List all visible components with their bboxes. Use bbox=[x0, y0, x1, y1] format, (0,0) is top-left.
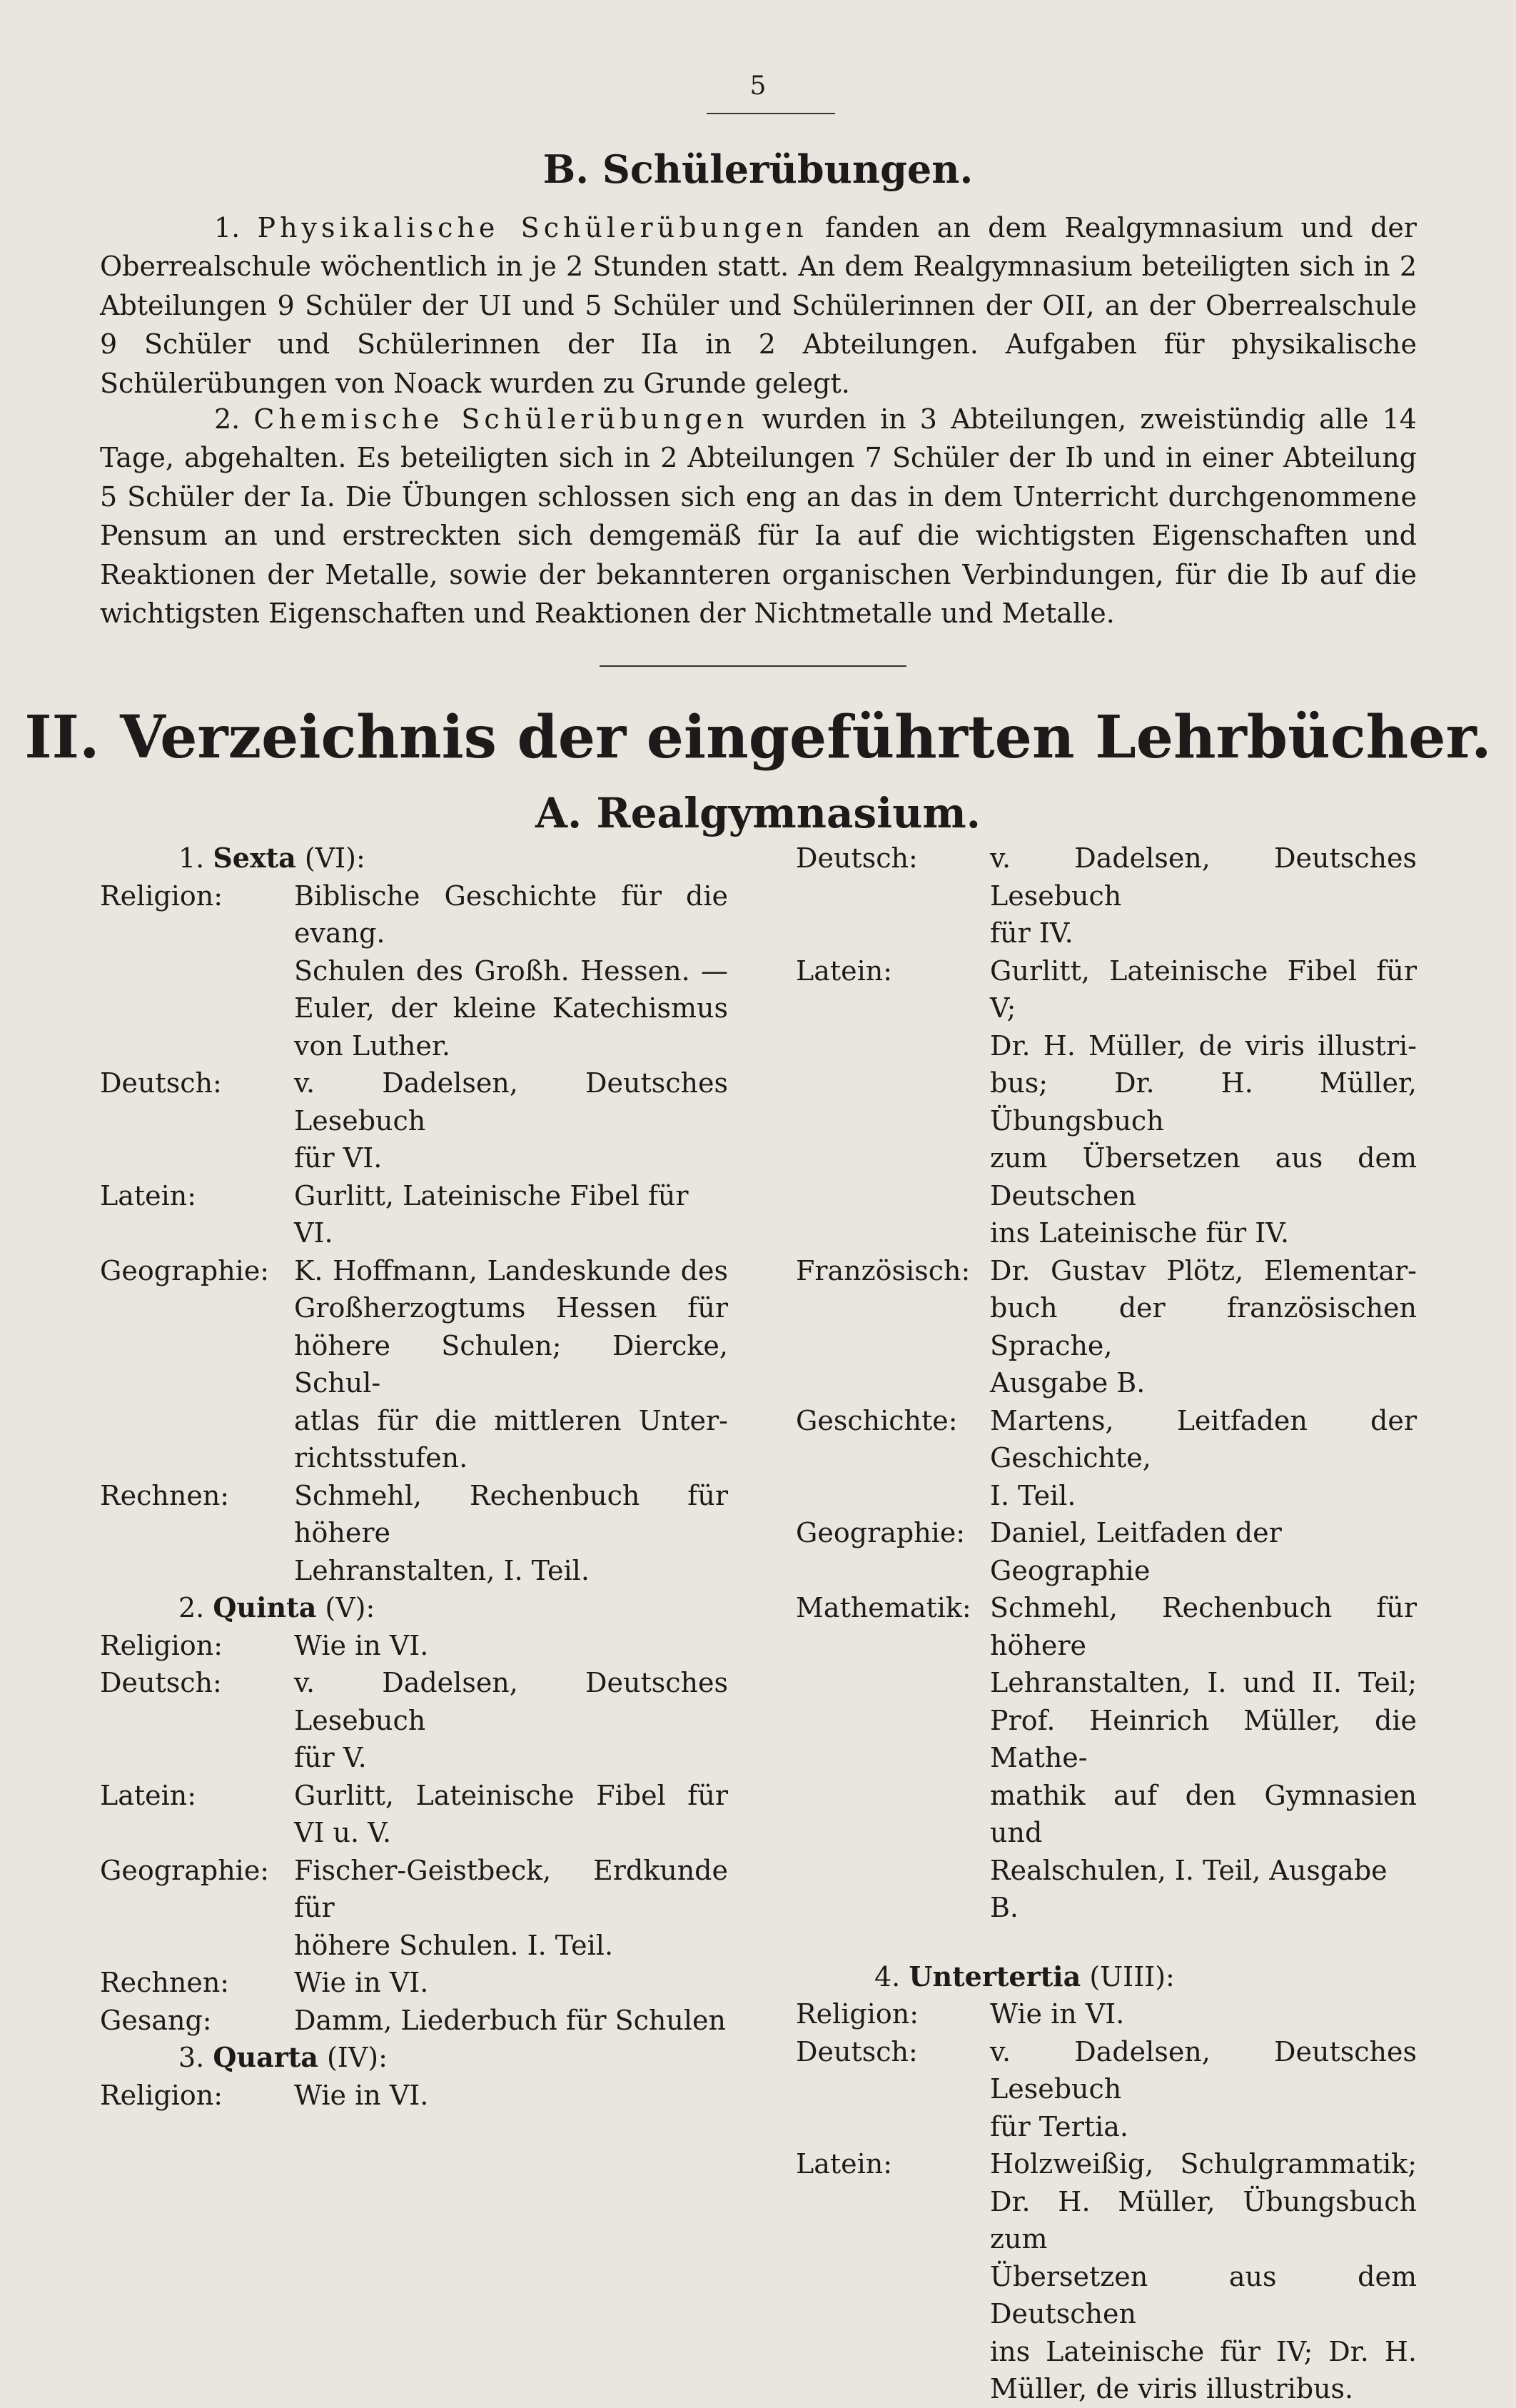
subject-label bbox=[100, 1139, 294, 1177]
textbook-entry: ins Lateinische für IV; Dr. H. bbox=[990, 2335, 1417, 2367]
grade-suffix: (VI): bbox=[295, 842, 365, 874]
subject-label: Mathematik: bbox=[796, 1592, 971, 1623]
textbook-entry: Gurlitt, Lateinische Fibel für bbox=[294, 1779, 728, 1811]
section-ii-title: II. Verzeichnis der eingeführten Lehrbücher. bbox=[24, 703, 1492, 772]
textbook-entry: Daniel, Leitfaden der Geographie bbox=[990, 1517, 1282, 1586]
textbook-row bbox=[100, 989, 728, 1027]
textbook-entry: für V. bbox=[294, 1742, 367, 1773]
textbook-row bbox=[796, 2033, 1417, 2108]
textbook-entry: mathik auf den Gymnasien und bbox=[990, 1779, 1417, 1848]
subject-label bbox=[100, 1439, 294, 1477]
subject-label: Religion: bbox=[100, 2079, 223, 2111]
textbook-row bbox=[796, 1364, 1417, 1402]
textbook-entry: Dr. H. Müller, de viris illustri- bbox=[990, 1029, 1417, 1062]
subject-label bbox=[796, 1477, 990, 1515]
grade-number: 4. bbox=[874, 1960, 901, 1993]
textbook-entry: Fischer-Geistbeck, Erdkunde für bbox=[294, 1854, 728, 1923]
textbook-row bbox=[796, 1064, 1417, 1139]
textbook-entry: v. Dadelsen, Deutsches Lesebuch bbox=[294, 1667, 728, 1736]
textbook-row bbox=[796, 1139, 1417, 1214]
paragraph-chemistry-exercises bbox=[100, 400, 1417, 633]
subject-label bbox=[100, 1027, 294, 1065]
textbook-entry: für IV. bbox=[990, 917, 1073, 949]
textbook-row bbox=[796, 1995, 1417, 2033]
textbook-entry: Wie in VI. bbox=[294, 2079, 429, 2111]
textbook-row bbox=[100, 1664, 728, 1739]
subject-label: Geographie: bbox=[796, 1517, 966, 1548]
textbook-entry: Dr. H. Müller, Übungsbuch zum bbox=[990, 2185, 1417, 2255]
grade-heading bbox=[100, 2039, 728, 2077]
textbook-entry: richtsstufen. bbox=[294, 1442, 468, 1473]
subject-label: Deutsch: bbox=[796, 2035, 918, 2067]
textbook-row bbox=[100, 2077, 728, 2115]
textbook-row bbox=[796, 1289, 1417, 1364]
textbook-entry: VI u. V. bbox=[294, 1817, 392, 1848]
textbook-entry: höhere Schulen. I. Teil. bbox=[294, 1929, 614, 1961]
section-divider bbox=[600, 665, 906, 667]
textbook-row bbox=[796, 2370, 1417, 2408]
grade-name: Sexta bbox=[213, 842, 296, 874]
textbook-entry: v. Dadelsen, Deutsches Lesebuch bbox=[294, 1067, 728, 1137]
textbook-entry: I. Teil. bbox=[990, 1479, 1076, 1511]
textbook-entry: Gurlitt, Lateinische Fibel für VI. bbox=[294, 1179, 689, 1249]
textbook-entry: buch der französischen Sprache, bbox=[990, 1292, 1417, 1361]
textbook-row bbox=[100, 1252, 728, 1290]
subject-label bbox=[796, 1852, 990, 1927]
textbook-row bbox=[796, 1514, 1417, 1589]
textbook-row bbox=[100, 1327, 728, 1402]
grade-heading bbox=[100, 840, 728, 877]
textbook-entry: Martens, Leitfaden der Geschichte, bbox=[990, 1404, 1417, 1473]
subject-label: Religion: bbox=[796, 1998, 919, 2030]
textbook-row bbox=[100, 1964, 728, 2002]
textbook-row bbox=[796, 1777, 1417, 1852]
textbook-entry: von Luther. bbox=[294, 1029, 450, 1062]
textbook-entry: Großherzogtums Hessen für bbox=[294, 1292, 728, 1324]
textbook-entry: Biblische Geschichte für die evang. bbox=[294, 880, 728, 949]
textbook-row bbox=[796, 2258, 1417, 2333]
grade-name: Quinta bbox=[213, 1591, 317, 1623]
left-column bbox=[100, 840, 728, 2114]
subject-label bbox=[100, 1402, 294, 1440]
paragraph-text: fanden an dem Realgymnasium und der Oberrealschule wöchentlich in je 2 Stunden statt. An dem Realgymnasium beteiligten sich in 2 Abteilungen 9 Schüler der UI und 5 Schüler und Schülerinnen der OII, an der Oberrealschule 9 Schüler und Schülerinnen der IIa in 2 Abteilungen. Aufgaben für physikalische Schülerübungen von Noack wurden zu Grunde gelegt. bbox=[100, 212, 1417, 399]
right-column bbox=[796, 840, 1417, 2408]
textbook-entry: Schmehl, Rechenbuch für höhere bbox=[294, 1479, 728, 1548]
textbook-entry: zum Übersetzen aus dem Deutschen bbox=[990, 1142, 1417, 1211]
grade-heading bbox=[796, 1958, 1417, 1996]
header-rule bbox=[707, 113, 835, 114]
textbook-entry: v. Dadelsen, Deutsches Lesebuch bbox=[990, 2035, 1417, 2105]
subject-label bbox=[100, 1927, 294, 1965]
textbook-entry: Ausgabe B. bbox=[990, 1367, 1146, 1399]
textbook-row bbox=[796, 1252, 1417, 1290]
textbook-row bbox=[100, 1852, 728, 1927]
subject-label bbox=[796, 1777, 990, 1852]
section-b-title: B. Schülerübungen. bbox=[542, 146, 974, 192]
subject-label bbox=[796, 2333, 990, 2371]
textbook-entry: Holzweißig, Schulgrammatik; bbox=[990, 2148, 1417, 2180]
subject-label: Gesang: bbox=[100, 2004, 212, 2036]
textbook-row bbox=[100, 952, 728, 990]
textbook-entry: Schulen des Großh. Hessen. — bbox=[294, 954, 728, 987]
subject-label: Latein: bbox=[100, 1179, 197, 1211]
subject-label bbox=[100, 989, 294, 1027]
subject-label: Deutsch: bbox=[100, 1667, 222, 1698]
textbook-row bbox=[100, 1477, 728, 1552]
textbook-row bbox=[100, 2002, 728, 2040]
textbook-entry: Müller, de viris illustribus. bbox=[990, 2373, 1354, 2404]
subject-label: Französisch: bbox=[796, 1254, 971, 1286]
textbook-entry: bus; Dr. H. Müller, Übungsbuch bbox=[990, 1067, 1417, 1137]
subject-label bbox=[100, 1289, 294, 1327]
textbook-row bbox=[100, 1177, 728, 1252]
textbook-entry: für Tertia. bbox=[990, 2110, 1128, 2142]
paragraph-number: 1. bbox=[214, 212, 241, 243]
grade-suffix: (UIII): bbox=[1081, 1960, 1175, 1993]
textbook-row bbox=[796, 952, 1417, 1027]
subject-label: Rechnen: bbox=[100, 1479, 230, 1511]
textbook-entry: Dr. Gustav Plötz, Elementar- bbox=[990, 1254, 1417, 1286]
subject-label: Latein: bbox=[796, 954, 893, 987]
textbook-row bbox=[796, 1702, 1417, 1777]
textbook-row bbox=[796, 1027, 1417, 1065]
textbook-row bbox=[796, 2333, 1417, 2371]
subject-label: Latein: bbox=[796, 2148, 893, 2180]
textbook-entry: v. Dadelsen, Deutsches Lesebuch bbox=[990, 842, 1417, 912]
subject-label: Rechnen: bbox=[100, 1967, 230, 1998]
subject-label: Religion: bbox=[100, 880, 223, 912]
spacer bbox=[796, 1927, 1417, 1958]
textbook-row bbox=[100, 1927, 728, 1965]
textbook-row bbox=[100, 1814, 728, 1852]
section-ii-subtitle: A. Realgymnasium. bbox=[535, 789, 981, 837]
textbook-entry: Wie in VI. bbox=[294, 1629, 429, 1661]
textbook-row bbox=[100, 1064, 728, 1139]
subject-label bbox=[796, 1364, 990, 1402]
textbook-row bbox=[796, 1664, 1417, 1702]
subject-label: Geographie: bbox=[100, 1254, 270, 1286]
subject-label bbox=[796, 2370, 990, 2408]
textbook-entry: ins Lateinische für IV. bbox=[990, 1217, 1290, 1249]
textbook-row bbox=[100, 1627, 728, 1665]
subject-label bbox=[796, 1064, 990, 1139]
textbook-entry: Gurlitt, Lateinische Fibel für V; bbox=[990, 954, 1417, 1024]
textbook-entry: Euler, der kleine Katechismus bbox=[294, 992, 728, 1024]
subject-label bbox=[796, 1702, 990, 1777]
textbook-entry: Wie in VI. bbox=[990, 1998, 1125, 2030]
subject-label bbox=[796, 2183, 990, 2258]
grade-heading bbox=[100, 1589, 728, 1627]
grade-suffix: (IV): bbox=[318, 2042, 388, 2073]
page-number: 5 bbox=[749, 71, 767, 101]
textbook-row bbox=[796, 1477, 1417, 1515]
subject-label bbox=[796, 1664, 990, 1702]
subject-label bbox=[100, 1327, 294, 1402]
subject-label: Deutsch: bbox=[796, 842, 918, 874]
textbook-entry: Damm, Liederbuch für Schulen bbox=[294, 2004, 726, 2036]
emphasized-term: Physikalische Schülerübungen bbox=[257, 212, 808, 243]
textbook-entry: Prof. Heinrich Müller, die Mathe- bbox=[990, 1704, 1417, 1773]
textbook-entry: K. Hoffmann, Landeskunde des bbox=[294, 1254, 728, 1286]
subject-label bbox=[796, 1214, 990, 1252]
textbook-row bbox=[100, 1027, 728, 1065]
subject-label bbox=[100, 1814, 294, 1852]
textbook-row bbox=[100, 1777, 728, 1815]
textbook-row bbox=[796, 840, 1417, 915]
grade-number: 2. bbox=[178, 1592, 205, 1623]
textbook-row bbox=[796, 2145, 1417, 2183]
grade-number: 3. bbox=[178, 2042, 205, 2073]
subject-label bbox=[796, 1289, 990, 1364]
textbook-entry: Realschulen, I. Teil, Ausgabe B. bbox=[990, 1854, 1388, 1923]
subject-label bbox=[796, 1027, 990, 1065]
grade-suffix: (V): bbox=[316, 1592, 375, 1623]
subject-label bbox=[100, 1552, 294, 1590]
textbook-entry: Wie in VI. bbox=[294, 1967, 429, 1998]
paragraph-number: 2. bbox=[214, 403, 241, 435]
subject-label bbox=[100, 1739, 294, 1777]
textbook-row bbox=[796, 2183, 1417, 2258]
subject-label bbox=[796, 1139, 990, 1214]
grade-name: Untertertia bbox=[909, 1960, 1081, 1993]
textbook-entry: Übersetzen aus dem Deutschen bbox=[990, 2260, 1417, 2329]
subject-label bbox=[796, 2258, 990, 2333]
textbook-entry: Lehranstalten, I. Teil. bbox=[294, 1554, 590, 1586]
subject-label: Latein: bbox=[100, 1779, 197, 1811]
subject-label: Deutsch: bbox=[100, 1067, 222, 1099]
textbook-entry: für VI. bbox=[294, 1142, 383, 1174]
textbook-row bbox=[100, 1289, 728, 1327]
textbook-entry: Schmehl, Rechenbuch für höhere bbox=[990, 1592, 1417, 1661]
textbook-row bbox=[100, 877, 728, 952]
textbook-entry: atlas für die mittleren Unter- bbox=[294, 1404, 728, 1436]
textbook-row bbox=[100, 1739, 728, 1777]
textbook-row bbox=[100, 1552, 728, 1590]
textbook-row bbox=[796, 915, 1417, 952]
textbook-row bbox=[100, 1139, 728, 1177]
subject-label: Religion: bbox=[100, 1629, 223, 1661]
grade-number: 1. bbox=[178, 842, 205, 874]
textbook-entry: Lehranstalten, I. und II. Teil; bbox=[990, 1667, 1417, 1698]
textbook-entry: höhere Schulen; Diercke, Schul- bbox=[294, 1329, 728, 1399]
textbook-row bbox=[100, 1439, 728, 1477]
subject-label bbox=[796, 2108, 990, 2146]
textbook-row bbox=[796, 1214, 1417, 1252]
grade-name: Quarta bbox=[213, 2041, 318, 2073]
paragraph-text: wurden in 3 Abteilungen, zweistündig alle 14 Tage, abgehalten. Es beteiligten sich in 2 Abteilungen 7 Schüler der Ib und in einer Abteilung 5 Schüler der Ia. Die Übungen schlossen sich eng an das in dem Unterricht durchgenommene Pensum an und erstreckten sich demgemäß für Ia auf die wichtigsten Eigenschaften und Reaktionen der Metalle, sowie der bekannteren organischen Verbindungen, für die Ib auf die wichtigsten Eigenschaften und Reaktionen der Nichtmetalle und Metalle. bbox=[100, 403, 1417, 630]
textbook-row bbox=[796, 1852, 1417, 1927]
emphasized-term: Chemische Schülerübungen bbox=[253, 403, 749, 435]
textbook-row bbox=[796, 1402, 1417, 1477]
subject-label: Geschichte: bbox=[796, 1404, 958, 1436]
subject-label: Geographie: bbox=[100, 1854, 270, 1886]
paragraph-physics-exercises bbox=[100, 208, 1417, 403]
textbook-row bbox=[100, 1402, 728, 1440]
subject-label bbox=[796, 915, 990, 952]
textbook-row bbox=[796, 2108, 1417, 2146]
subject-label bbox=[100, 952, 294, 990]
textbook-row bbox=[796, 1589, 1417, 1664]
